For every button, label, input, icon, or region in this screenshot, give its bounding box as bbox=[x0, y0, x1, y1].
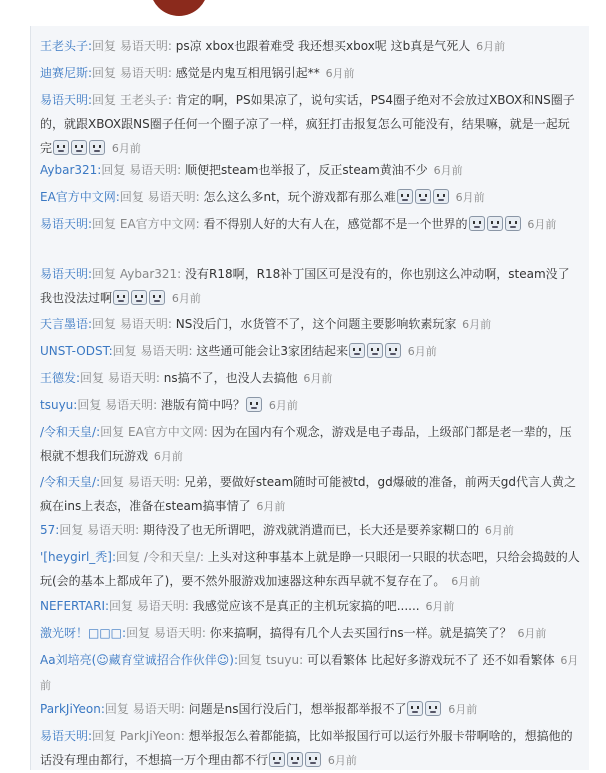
comment-item bbox=[40, 158, 580, 183]
commenter-name[interactable]: ParkJiYeon: bbox=[40, 702, 105, 716]
comment-text: 这些通可能会让3家团结起来 bbox=[192, 344, 348, 358]
commenter-name[interactable]: 易语天明: bbox=[40, 267, 93, 281]
reply-target: 回复 王老头子: bbox=[92, 93, 172, 107]
reply-target: 回复 易语天明: bbox=[92, 39, 172, 53]
comment-time: 6月前 bbox=[462, 318, 492, 331]
comment-item bbox=[40, 185, 580, 210]
commenter-name[interactable]: 王德发: bbox=[40, 371, 81, 385]
emoticon-icon bbox=[53, 140, 69, 155]
reply-target: 回复 易语天明: bbox=[92, 317, 172, 331]
reply-target: 回复 易语天明: bbox=[80, 371, 160, 385]
comment-time: 6月前 bbox=[527, 218, 557, 231]
comment-item bbox=[40, 648, 580, 698]
comment-time: 6月前 bbox=[327, 754, 357, 767]
emoticon-icon bbox=[433, 189, 449, 204]
comment-item bbox=[40, 724, 580, 773]
comment-text: 肯定的啊，PS如果凉了，说句实话，PS4圈子绝对不会放过XBOX和NS圈子的，就跟XBOX跟NS圈子任何一个圈子凉了一样，疯狂打击报复怎么可能没有，结果嘛，就是一起玩完 bbox=[40, 93, 575, 155]
comment-item bbox=[40, 420, 580, 469]
comment-text: 没有R18啊，R18补丁国区可是没有的，你也别这么冲动啊，steam没了我也没法过啊 bbox=[40, 267, 570, 305]
reply-target: 回复 易语天明: bbox=[109, 599, 189, 613]
comment-item bbox=[40, 621, 580, 646]
emoticon-icon bbox=[131, 290, 147, 305]
emoticon-icon bbox=[407, 701, 423, 716]
reply-target: 回复 tsuyu: bbox=[238, 653, 304, 667]
comment-item bbox=[40, 470, 580, 519]
reply-target: 回复 易语天明: bbox=[119, 190, 200, 204]
emoticon-icon bbox=[287, 752, 303, 767]
comment-time: 6月前 bbox=[476, 40, 506, 53]
comment-text: ps凉 xbox也跟着难受 我还想买xbox呢 这b真是气死人 bbox=[171, 39, 471, 53]
comment-text: 怎么这么多nt，玩个游戏都有那么难 bbox=[199, 190, 396, 204]
commenter-name[interactable]: NEFERTARI: bbox=[40, 599, 110, 613]
comment-text: 期待没了也无所谓吧，游戏就消遣而已，长大还是要养家糊口的 bbox=[139, 523, 479, 537]
comment-item bbox=[40, 61, 580, 86]
reply-target: 回复 易语天明: bbox=[92, 66, 172, 80]
comment-time: 6月前 bbox=[153, 450, 183, 463]
comment-item bbox=[40, 697, 580, 722]
reply-target: 回复 易语天明: bbox=[101, 163, 182, 177]
comment-time: 6月前 bbox=[448, 703, 478, 716]
comment-text: 因为在国内有个观念，游戏是电子毒品，上级部门都是老一辈的，压根就不想我们玩游戏 bbox=[40, 425, 572, 463]
reply-target: 回复 Aybar321: bbox=[92, 267, 182, 281]
comment-time: 6月前 bbox=[171, 292, 201, 305]
reply-target: 回复 易语天明: bbox=[77, 398, 158, 412]
reply-target: 回复 EA官方中文网: bbox=[92, 217, 200, 231]
emoticon-icon bbox=[505, 216, 521, 231]
commenter-name[interactable]: Aybar321: bbox=[40, 163, 102, 177]
emoticon-icon bbox=[367, 343, 383, 358]
comment-item bbox=[40, 88, 580, 161]
comment-time: 6月前 bbox=[256, 500, 286, 513]
reply-target: 回复 易语天明: bbox=[100, 475, 180, 489]
comment-text: 我感觉应该不是真正的主机玩家搞的吧...... bbox=[188, 599, 420, 613]
comment-text: NS没后门，水货管不了，这个问题主要影响软素玩家 bbox=[171, 317, 457, 331]
comment-time: 6月前 bbox=[484, 524, 514, 537]
comment-item bbox=[40, 312, 580, 337]
comment-time: 6月前 bbox=[268, 399, 298, 412]
comment-text: 你来搞啊，搞得有几个人去买国行ns一样。就是搞笑了？ bbox=[205, 626, 512, 640]
commenter-name[interactable]: 激光呀！□□□: bbox=[40, 626, 127, 640]
comment-time: 6月前 bbox=[451, 575, 481, 588]
emoticon-icon bbox=[415, 189, 431, 204]
comment-text: 可以看繁体 比起好多游戏玩不了 还不如看繁体 bbox=[303, 653, 555, 667]
commenter-name[interactable]: '[heygirl_秃]: bbox=[40, 550, 117, 564]
reply-target: 回复 EA官方中文网: bbox=[100, 425, 208, 439]
emoticon-icon bbox=[113, 290, 129, 305]
commenter-name[interactable]: EA官方中文网: bbox=[40, 190, 120, 204]
commenter-name[interactable]: /令和天皇/: bbox=[40, 425, 101, 439]
reply-target: 回复 /令和天皇/: bbox=[116, 550, 204, 564]
comment-item bbox=[40, 262, 580, 311]
emoticon-icon bbox=[71, 140, 87, 155]
commenter-name[interactable]: 57: bbox=[40, 523, 60, 537]
commenter-name[interactable]: 天言墨语: bbox=[40, 317, 93, 331]
comment-time: 6月前 bbox=[40, 654, 579, 692]
comment-time: 6月前 bbox=[517, 627, 547, 640]
comment-item bbox=[40, 393, 580, 418]
reply-target: 回复 易语天明: bbox=[126, 626, 206, 640]
emoticon-icon bbox=[269, 752, 285, 767]
emoticon-icon bbox=[487, 216, 503, 231]
comment-item bbox=[40, 518, 580, 543]
commenter-name[interactable]: 王老头子: bbox=[40, 39, 93, 53]
reply-target: 回复 ParkJiYeon: bbox=[92, 729, 185, 743]
comment-text: 兄弟，要做好steam随时可能被td，gd爆破的准备，前两天gd代言人黄之疯在ins上表态，准备在steam搞事情了 bbox=[40, 475, 576, 513]
comment-text: 感觉是内鬼互相甩锅引起** bbox=[171, 66, 320, 80]
commenter-name[interactable]: UNST-ODST: bbox=[40, 344, 113, 358]
commenter-name[interactable]: 易语天明: bbox=[40, 217, 93, 231]
avatar-fragment bbox=[150, 0, 208, 16]
comment-time: 6月前 bbox=[303, 372, 333, 385]
comment-time: 6月前 bbox=[407, 345, 437, 358]
emoticon-icon bbox=[385, 343, 401, 358]
emoticon-icon bbox=[89, 140, 105, 155]
emoticon-icon bbox=[349, 343, 365, 358]
emoticon-icon bbox=[149, 290, 165, 305]
comment-text: 想举报怎么着都能搞，比如举报国行可以运行外服卡带啊啥的，想搞他的话没有理由都行，不想搞一万个理由都不行 bbox=[40, 729, 573, 767]
comment-item bbox=[40, 34, 580, 59]
comment-text: ns搞不了，也没人去搞他 bbox=[159, 371, 298, 385]
emoticon-icon bbox=[246, 397, 262, 412]
comment-text: 顺便把steam也举报了，反正steam黄油不少 bbox=[181, 163, 428, 177]
top-strip bbox=[0, 0, 606, 26]
commenter-name[interactable]: 迪赛尼斯: bbox=[40, 66, 93, 80]
comment-item bbox=[40, 366, 580, 391]
comment-item bbox=[40, 594, 580, 619]
commenter-name[interactable]: /令和天皇/: bbox=[40, 475, 101, 489]
emoticon-icon bbox=[469, 216, 485, 231]
comment-text: 问题是ns国行没后门，想举报都举报不了 bbox=[184, 702, 407, 716]
commenter-name[interactable]: 易语天明: bbox=[40, 93, 93, 107]
emoticon-icon bbox=[397, 189, 413, 204]
reply-target: 回复 易语天明: bbox=[112, 344, 193, 358]
commenter-name[interactable]: Aa刘培亮(☺藏育堂诚招合作伙伴☺): bbox=[40, 653, 238, 667]
comment-text: 港版有简中吗？ bbox=[157, 398, 245, 412]
comment-time: 6月前 bbox=[455, 191, 485, 204]
commenter-name[interactable]: 易语天明: bbox=[40, 729, 93, 743]
comment-text: 上头对这种事基本上就是睁一只眼闭一只眼的状态吧，只给会捣鼓的人玩(会的基本上都成年了)，要不然外服游戏加速器这种东西早就不复存在了。 bbox=[40, 550, 580, 588]
emoticon-icon bbox=[305, 752, 321, 767]
comment-item bbox=[40, 339, 580, 364]
commenter-name[interactable]: tsuyu: bbox=[40, 398, 78, 412]
comment-time: 6月前 bbox=[425, 600, 455, 613]
comment-item bbox=[40, 545, 580, 594]
comment-text: 看不得别人好的大有人在，感觉都不是一个世界的 bbox=[199, 217, 468, 231]
comment-time: 6月前 bbox=[433, 164, 463, 177]
emoticon-icon bbox=[425, 701, 441, 716]
comment-time: 6月前 bbox=[111, 142, 141, 155]
comment-item bbox=[40, 212, 580, 237]
reply-target: 回复 易语天明: bbox=[59, 523, 140, 537]
reply-target: 回复 易语天明: bbox=[104, 702, 185, 716]
comment-time: 6月前 bbox=[325, 67, 355, 80]
